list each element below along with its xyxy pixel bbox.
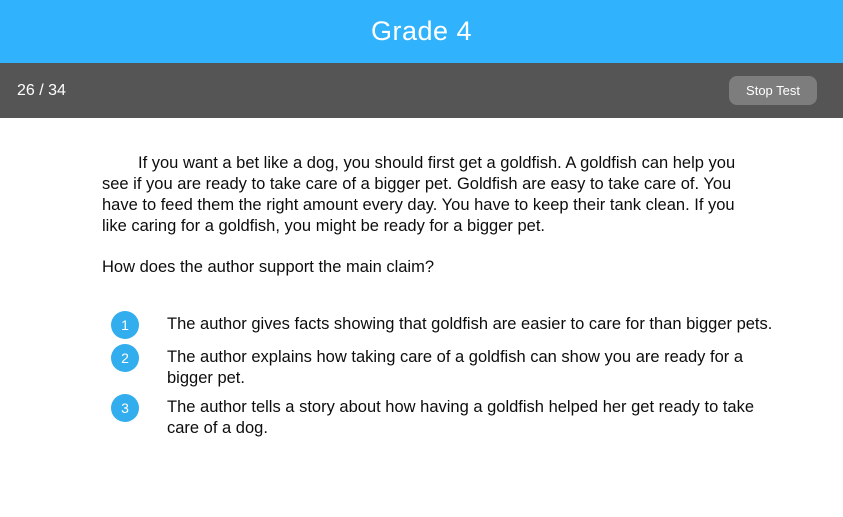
answer-options [111,314,843,439]
stop-test-button[interactable]: Stop Test [729,76,817,105]
progress-indicator: 26 / 34 [17,81,66,99]
reading-passage: If you want a bet like a dog, you should first get a goldfish. A goldfish can help you see if you are ready to take care of a bigger pet. Goldfish are easy to take care of. You have to feed them the right amount every day. You have to keep their tank clean. If you like caring for a goldfish, you might be ready for a bigger pet. [102,154,736,235]
option-text[interactable]: The author gives facts showing that goldfish are easier to care for than bigger pets. [167,315,773,333]
option-number-badge[interactable]: 3 [111,394,139,422]
option-text[interactable]: The author explains how taking care of a goldfish can show you are ready for a bigger pet. [167,348,744,387]
option-number-badge[interactable]: 1 [111,311,139,339]
header [0,0,843,63]
answer-option-3[interactable] [111,397,843,439]
option-text[interactable]: The author tells a story about how having a goldfish helped her get ready to take care of a dog. [167,398,755,437]
option-number-badge[interactable]: 2 [111,344,139,372]
question-area [0,118,843,439]
question-text: How does the author support the main claim? [102,258,435,276]
answer-option-2[interactable] [111,347,843,389]
progress-bar [0,63,843,118]
answer-option-1[interactable] [111,314,843,339]
page-title: Grade 4 [370,16,473,46]
